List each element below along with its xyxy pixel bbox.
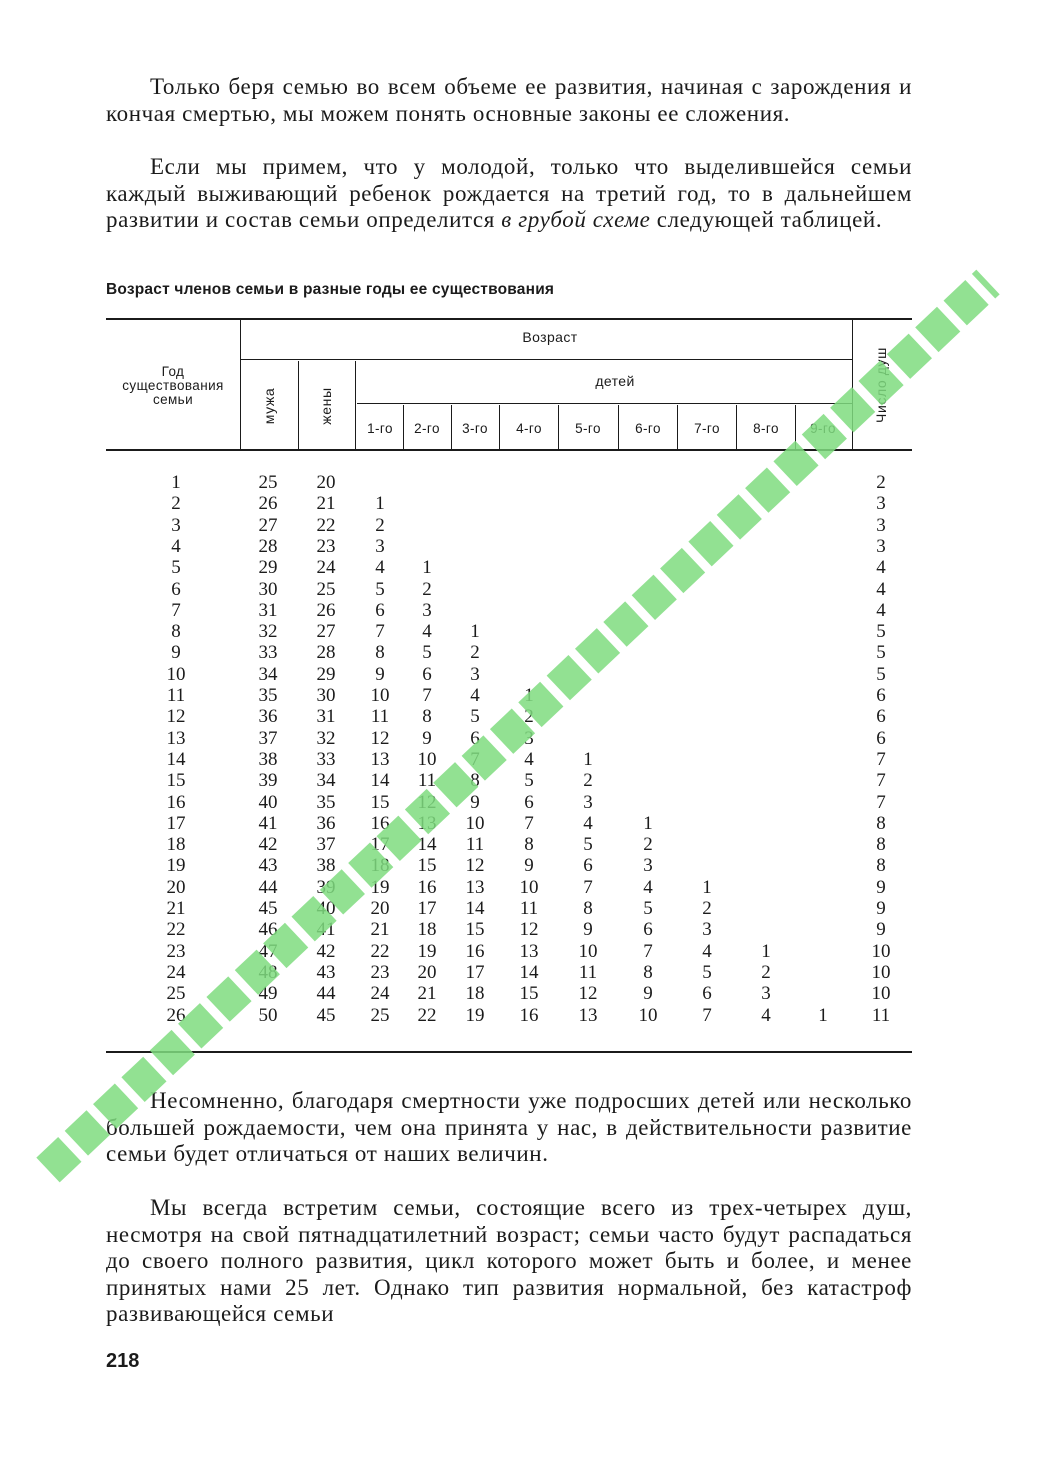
- table-cell: 4: [171, 535, 181, 557]
- table-cell: 14: [370, 770, 390, 792]
- table-cell: 49: [258, 983, 278, 1005]
- table-cell: 20: [417, 961, 437, 983]
- table-top-rule: [106, 318, 912, 320]
- paragraph-2-text-a: Если мы примем, что у молодой, только что выделившейся семьи каждый выживающий ребенок рождается на третий год, то в дальнейшем развитии и состав семьи определится: [106, 154, 912, 232]
- table-cell: 4: [375, 557, 385, 579]
- table-cell: 1: [470, 621, 480, 643]
- table-cell: 6: [876, 685, 886, 706]
- table-cell: 6: [375, 599, 385, 621]
- table-cell: 4: [643, 876, 653, 898]
- table-cell: 7: [876, 791, 886, 813]
- table-cell: 2: [375, 514, 385, 536]
- table-cell: 2: [470, 642, 480, 664]
- table-cell: 43: [316, 961, 336, 983]
- table-cell: 6: [583, 855, 593, 877]
- table-cell: 37: [316, 834, 336, 856]
- table-cell: 25: [316, 578, 336, 600]
- table-cell: 7: [876, 770, 886, 792]
- table-cell: 1: [583, 748, 593, 770]
- table-cell: 34: [258, 663, 278, 685]
- table-cell: 1: [702, 876, 712, 898]
- table-cell: 15: [465, 919, 485, 941]
- table-cell: 29: [316, 663, 336, 685]
- table-cell: 16: [465, 940, 485, 962]
- table-cell: 1: [171, 472, 181, 493]
- table-cell: 14: [519, 961, 539, 983]
- table-cell: 42: [316, 940, 336, 962]
- table-cell: 27: [258, 514, 278, 536]
- table-cell: 4: [524, 748, 534, 770]
- table-cell: 28: [258, 535, 278, 557]
- table-cell: 10: [465, 812, 485, 834]
- table-cell: 22: [316, 514, 336, 536]
- table-cell: 2: [761, 961, 771, 983]
- table-caption: Возраст членов семьи в разные годы ее существования: [106, 281, 555, 298]
- table-cell: 25: [166, 983, 186, 1005]
- table-cell: 2: [524, 706, 534, 728]
- table-cell: 19: [465, 1004, 485, 1026]
- table-cell: 7: [470, 748, 480, 770]
- table-cell: 10: [166, 663, 186, 685]
- table-cell: 22: [370, 940, 390, 962]
- table-cell: 24: [316, 557, 336, 579]
- table-cell: 40: [258, 791, 278, 813]
- table-cell: 4: [761, 1004, 771, 1026]
- table-cell: 17: [166, 812, 186, 834]
- table-cell: 18: [465, 983, 485, 1005]
- table-cell: 3: [524, 727, 534, 749]
- table-cell: 2: [643, 834, 653, 856]
- table-cell: 7: [643, 940, 653, 962]
- table-cell: 40: [316, 898, 336, 919]
- table-cell: 5: [583, 834, 593, 856]
- table-cell: 30: [258, 578, 278, 600]
- vline-c6: [677, 405, 678, 449]
- table-cell: 24: [166, 961, 186, 983]
- table-cell: 5: [171, 557, 181, 579]
- table-cell: 5: [524, 770, 534, 792]
- table-cell: 1: [524, 685, 534, 706]
- table-cell: 13: [578, 1004, 598, 1026]
- table-cell: 19: [370, 876, 390, 898]
- table-cell: 10: [578, 940, 598, 962]
- table-cell: 13: [417, 812, 437, 834]
- table-cell: 25: [370, 1004, 390, 1026]
- table-cell: 8: [375, 642, 385, 664]
- header-child-3: 3-го: [462, 421, 488, 436]
- table-cell: 11: [871, 1004, 891, 1026]
- table-cell: 46: [258, 919, 278, 941]
- header-age: Возраст: [522, 329, 578, 345]
- table-cell: 2: [171, 493, 181, 515]
- header-year: Год существования семьи: [122, 364, 224, 407]
- table-cell: 32: [316, 727, 336, 749]
- table-cell: 2: [876, 472, 886, 493]
- table-cell: 5: [876, 663, 886, 685]
- table-cell: 10: [638, 1004, 658, 1026]
- table-cell: 47: [258, 940, 278, 962]
- table-cell: 35: [316, 791, 336, 813]
- header-wife: жены: [318, 387, 334, 425]
- table-cell: 31: [316, 706, 336, 728]
- table-cell: 1: [818, 1004, 828, 1026]
- table-cell: 10: [871, 961, 891, 983]
- table-cell: 24: [370, 983, 390, 1005]
- table-cell: 6: [702, 983, 712, 1005]
- table-cell: 3: [643, 855, 653, 877]
- table-cell: 20: [316, 472, 336, 493]
- table-cell: 41: [316, 919, 336, 941]
- table-cell: 38: [258, 748, 278, 770]
- table-cell: 4: [422, 621, 432, 643]
- table-cell: 5: [375, 578, 385, 600]
- header-child-9: 9-го: [810, 421, 836, 436]
- table-cell: 1: [761, 940, 771, 962]
- table-cell: 4: [702, 940, 712, 962]
- table-cell: 9: [470, 791, 480, 813]
- table-cell: 6: [643, 919, 653, 941]
- table-cell: 4: [876, 557, 886, 579]
- table-cell: 1: [375, 493, 385, 515]
- table-cell: 7: [876, 748, 886, 770]
- vline-c8: [795, 405, 796, 449]
- table-cell: 26: [258, 493, 278, 515]
- table-cell: 11: [465, 834, 485, 856]
- table-cell: 18: [166, 834, 186, 856]
- table-cell: 11: [417, 770, 437, 792]
- table-cell: 48: [258, 961, 278, 983]
- table-cell: 31: [258, 599, 278, 621]
- table-cell: 44: [316, 983, 336, 1005]
- table-cell: 5: [643, 898, 653, 919]
- table-cell: 9: [876, 876, 886, 898]
- age-rule: [241, 359, 852, 360]
- header-child-4: 4-го: [516, 421, 542, 436]
- table-cell: 7: [524, 812, 534, 834]
- table-cell: 7: [375, 621, 385, 643]
- table-cell: 23: [370, 961, 390, 983]
- table-cell: 5: [876, 642, 886, 664]
- table-cell: 3: [422, 599, 432, 621]
- table-cell: 12: [370, 727, 390, 749]
- table-cell: 12: [417, 791, 437, 813]
- table-cell: 11: [166, 685, 186, 706]
- table-cell: 2: [422, 578, 432, 600]
- paragraph-4: Мы всегда встретим семьи, состоящие всего из трех-четырех душ, несмотря на свой пятнадцатилетний возраст; семьи часто будут распадаться до своего полного развития, цикл которого может быть и более, и менее принятых нами 25 лет. Однако тип развития нормальной, без катастроф развивающейся семьи: [106, 1195, 912, 1326]
- table-cell: 18: [370, 855, 390, 877]
- table-cell: 9: [876, 898, 886, 919]
- table-cell: 13: [465, 876, 485, 898]
- table-cell: 6: [524, 791, 534, 813]
- table-cell: 9: [375, 663, 385, 685]
- table-cell: 4: [470, 685, 480, 706]
- table-cell: 20: [166, 876, 186, 898]
- table-cell: 3: [702, 919, 712, 941]
- table-cell: 14: [417, 834, 437, 856]
- table-cell: 41: [258, 812, 278, 834]
- table-cell: 20: [370, 898, 390, 919]
- table-cell: 19: [166, 855, 186, 877]
- table-cell: 10: [519, 876, 539, 898]
- table-cell: 2: [702, 898, 712, 919]
- paragraph-1: Только беря семью во всем объеме ее развития, начиная с зарождения и кончая смертью, мы можем понять основные законы ее сложения.: [106, 74, 912, 126]
- table-cell: 8: [470, 770, 480, 792]
- table-cell: 10: [370, 685, 390, 706]
- header-bottom-rule: [106, 449, 912, 451]
- table-cell: 8: [422, 706, 432, 728]
- table-cell: 16: [519, 1004, 539, 1026]
- table-cell: 3: [583, 791, 593, 813]
- table-cell: 38: [316, 855, 336, 877]
- paragraph-2: [106, 154, 912, 234]
- header-child-6: 6-го: [635, 421, 661, 436]
- table-cell: 3: [470, 663, 480, 685]
- table-cell: 1: [643, 812, 653, 834]
- table-cell: 11: [519, 898, 539, 919]
- table-cell: 35: [258, 685, 278, 706]
- table-cell: 33: [316, 748, 336, 770]
- table-cell: 6: [171, 578, 181, 600]
- paragraph-2-italic: в грубой схеме: [501, 207, 651, 232]
- table-cell: 4: [876, 578, 886, 600]
- table-cell: 13: [166, 727, 186, 749]
- table-cell: 12: [166, 706, 186, 728]
- table-cell: 9: [876, 919, 886, 941]
- table-cell: 3: [876, 493, 886, 515]
- table-cell: 36: [258, 706, 278, 728]
- table-cell: 30: [316, 685, 336, 706]
- table-cell: 2: [583, 770, 593, 792]
- vline-souls: [852, 320, 853, 449]
- table-cell: 9: [643, 983, 653, 1005]
- header-child-2: 2-го: [414, 421, 440, 436]
- table-cell: 33: [258, 642, 278, 664]
- table-cell: 21: [417, 983, 437, 1005]
- table-cell: 32: [258, 621, 278, 643]
- table-cell: 12: [578, 983, 598, 1005]
- table-cell: 18: [417, 919, 437, 941]
- vline-year: [240, 320, 241, 449]
- header-child-1: 1-го: [367, 421, 393, 436]
- header-child-8: 8-го: [753, 421, 779, 436]
- table-cell: 8: [876, 855, 886, 877]
- table-cell: 6: [422, 663, 432, 685]
- table-cell: 3: [171, 514, 181, 536]
- table-cell: 5: [702, 961, 712, 983]
- table-cell: 9: [171, 642, 181, 664]
- table-cell: 21: [316, 493, 336, 515]
- table-cell: 10: [417, 748, 437, 770]
- table-cell: 21: [166, 898, 186, 919]
- table-cell: 15: [370, 791, 390, 813]
- table-cell: 43: [258, 855, 278, 877]
- vline-husband: [298, 361, 299, 449]
- page-number: 218: [106, 1350, 140, 1372]
- paragraph-3: Несомненно, благодаря смертности уже подросших детей или несколько большей рождаемости, чем она принята у нас, в действительности развитие семьи будет отличаться от наших величин.: [106, 1088, 912, 1166]
- table-cell: 21: [370, 919, 390, 941]
- table-cell: 4: [583, 812, 593, 834]
- table-cell: 13: [370, 748, 390, 770]
- table-cell: 23: [316, 535, 336, 557]
- table-cell: 6: [470, 727, 480, 749]
- table-cell: 29: [258, 557, 278, 579]
- table-cell: 15: [417, 855, 437, 877]
- table-cell: 39: [258, 770, 278, 792]
- table-cell: 26: [316, 599, 336, 621]
- vline-c4: [558, 405, 559, 449]
- table-cell: 6: [876, 727, 886, 749]
- table-cell: 11: [578, 961, 598, 983]
- table-cell: 14: [166, 748, 186, 770]
- table-cell: 12: [465, 855, 485, 877]
- table-cell: 15: [166, 770, 186, 792]
- table-cell: 36: [316, 812, 336, 834]
- table-cell: 25: [258, 472, 278, 493]
- paragraph-2-text-b: следующей таблицей.: [650, 207, 883, 232]
- table-cell: 7: [702, 1004, 712, 1026]
- header-souls: Число душ: [873, 347, 889, 423]
- table-cell: 17: [370, 834, 390, 856]
- table-cell: 3: [761, 983, 771, 1005]
- table-cell: 22: [417, 1004, 437, 1026]
- table-cell: 8: [524, 834, 534, 856]
- table-cell: 13: [519, 940, 539, 962]
- table-cell: 3: [375, 535, 385, 557]
- table-cell: 9: [422, 727, 432, 749]
- table-cell: 7: [422, 685, 432, 706]
- vline-c5: [618, 405, 619, 449]
- table-cell: 5: [422, 642, 432, 664]
- vline-c7: [736, 405, 737, 449]
- table-cell: 6: [876, 706, 886, 728]
- table-cell: 19: [417, 940, 437, 962]
- table-cell: 42: [258, 834, 278, 856]
- table-cell: 11: [370, 706, 390, 728]
- table-cell: 16: [166, 791, 186, 813]
- children-rule: [357, 403, 852, 404]
- table-cell: 39: [316, 876, 336, 898]
- table-cell: 10: [871, 940, 891, 962]
- table-cell: 16: [417, 876, 437, 898]
- table-cell: 27: [316, 621, 336, 643]
- table-cell: 45: [258, 898, 278, 919]
- table-cell: 9: [583, 919, 593, 941]
- table-cell: 26: [166, 1004, 186, 1026]
- table-cell: 17: [465, 961, 485, 983]
- table-cell: 8: [876, 834, 886, 856]
- table-cell: 5: [876, 621, 886, 643]
- table-cell: 9: [524, 855, 534, 877]
- table-cell: 23: [166, 940, 186, 962]
- table-cell: 8: [583, 898, 593, 919]
- table-cell: 14: [465, 898, 485, 919]
- table-cell: 50: [258, 1004, 278, 1026]
- table-cell: 15: [519, 983, 539, 1005]
- table-cell: 44: [258, 876, 278, 898]
- table-cell: 12: [519, 919, 539, 941]
- table-cell: 17: [417, 898, 437, 919]
- header-children: детей: [595, 373, 635, 389]
- table-cell: 22: [166, 919, 186, 941]
- table-cell: 8: [876, 812, 886, 834]
- table-bottom-rule: [106, 1051, 912, 1053]
- table-cell: 37: [258, 727, 278, 749]
- table-cell: 8: [643, 961, 653, 983]
- table-cell: 10: [871, 983, 891, 1005]
- table-cell: 5: [470, 706, 480, 728]
- table-cell: 28: [316, 642, 336, 664]
- table-cell: 3: [876, 514, 886, 536]
- header-husband: мужа: [261, 387, 277, 425]
- table-cell: 3: [876, 535, 886, 557]
- table-cell: 34: [316, 770, 336, 792]
- header-child-5: 5-го: [575, 421, 601, 436]
- table-cell: 7: [171, 599, 181, 621]
- table-cell: 1: [422, 557, 432, 579]
- header-child-7: 7-го: [694, 421, 720, 436]
- table-cell: 4: [876, 599, 886, 621]
- table-cell: 7: [583, 876, 593, 898]
- table-cell: 16: [370, 812, 390, 834]
- table-cell: 45: [316, 1004, 336, 1026]
- table-cell: 8: [171, 621, 181, 643]
